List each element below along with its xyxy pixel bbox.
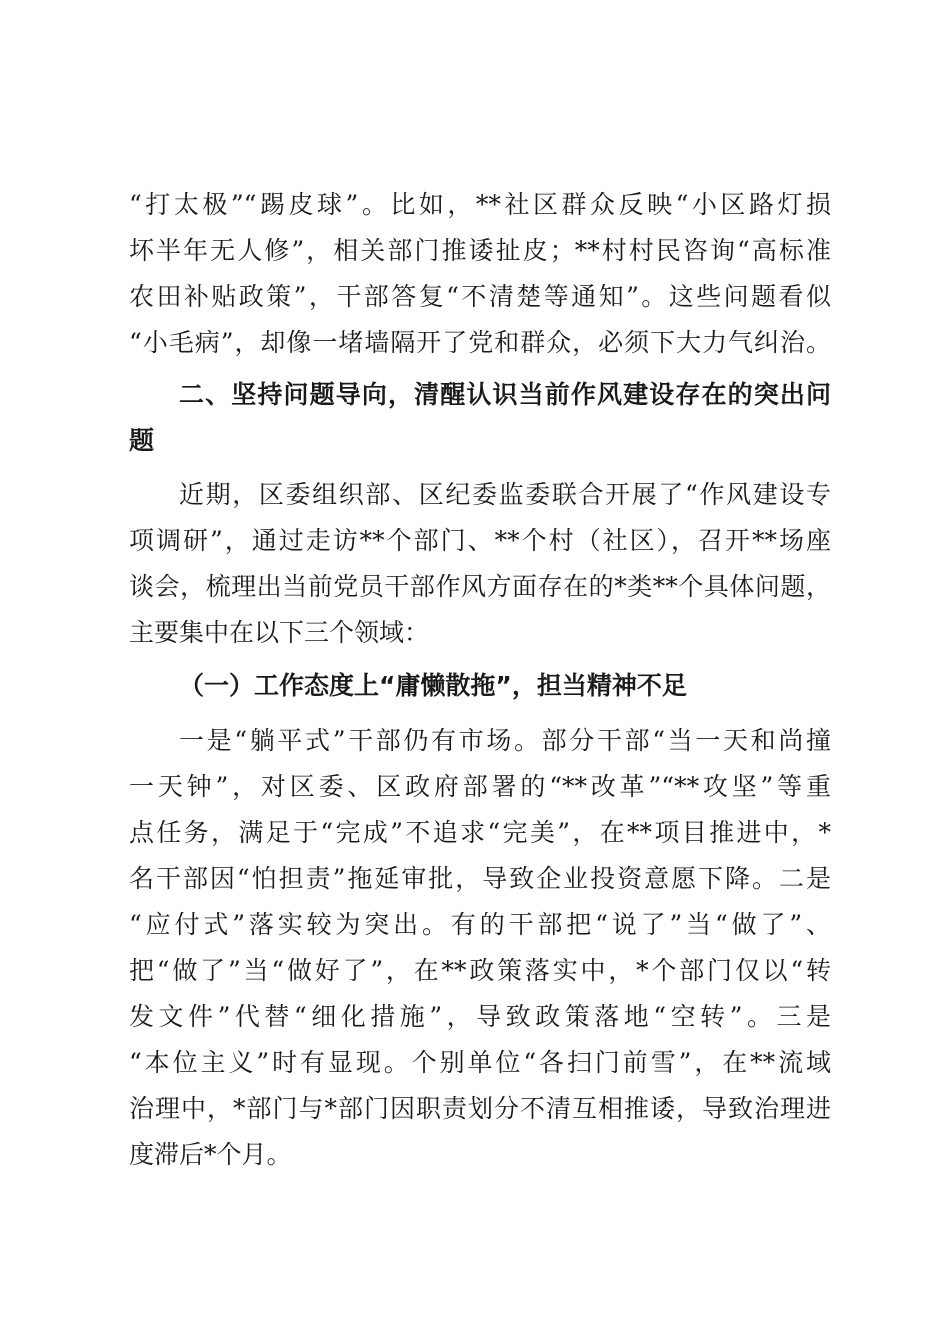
paragraph-3-line-1: 一是“躺平式”干部仍有市场。部分干部“当一天和尚撞 xyxy=(179,726,831,755)
paragraph-2-line-2: 项调研”，通过走访**个部门、**个村（社区），召开**场座 xyxy=(129,526,831,555)
paragraph-3-line-9: 治理中，*部门与*部门因职责划分不清互相推诿，导致治理进 xyxy=(129,1094,831,1123)
paragraph-3-line-5: “应付式”落实较为突出。有的干部把“说了”当“做了”、 xyxy=(129,910,831,939)
paragraph-1-line-4: “小毛病”，却像一堵墙隔开了党和群众，必须下大力气纠治。 xyxy=(129,328,831,357)
paragraph-1-line-2: 坏半年无人修”，相关部门推诿扯皮；**村村民咨询“高标准 xyxy=(129,236,831,265)
paragraph-2-line-1: 近期，区委组织部、区纪委监委联合开展了“作风建设专 xyxy=(179,480,831,509)
paragraph-3-line-8: “本位主义”时有显现。个别单位“各扫门前雪”，在**流域 xyxy=(129,1048,831,1077)
paragraph-3-line-4: 名干部因“怕担责”拖延审批，导致企业投资意愿下降。二是 xyxy=(129,864,831,893)
paragraph-3-line-10: 度滞后*个月。 xyxy=(129,1140,292,1169)
paragraph-3-line-7: 发文件”代替“细化措施”，导致政策落地“空转”。三是 xyxy=(129,1002,831,1031)
paragraph-1-line-1: “打太极”“踢皮球”。比如，**社区群众反映“小区路灯损 xyxy=(129,190,831,219)
section-heading-2-line-1: 二、坚持问题导向，清醒认识当前作风建设存在的突出问 xyxy=(179,380,831,409)
paragraph-3-line-3: 点任务，满足于“完成”不追求“完美”，在**项目推进中，* xyxy=(129,818,831,847)
paragraph-3-line-2: 一天钟”，对区委、区政府部署的“**改革”“**攻坚”等重 xyxy=(129,772,831,801)
paragraph-2-line-3: 谈会，梳理出当前党员干部作风方面存在的*类**个具体问题， xyxy=(129,572,831,601)
subheading-1: （一）工作态度上“庸懒散拖”，担当精神不足 xyxy=(179,671,687,700)
paragraph-2-line-4: 主要集中在以下三个领域： xyxy=(129,618,430,647)
paragraph-3-line-6: 把“做了”当“做好了”，在**政策落实中，*个部门仅以“转 xyxy=(129,956,831,985)
paragraph-1-line-3: 农田补贴政策”，干部答复“不清楚等通知”。这些问题看似 xyxy=(129,282,831,311)
section-heading-2-line-2: 题 xyxy=(129,426,155,455)
